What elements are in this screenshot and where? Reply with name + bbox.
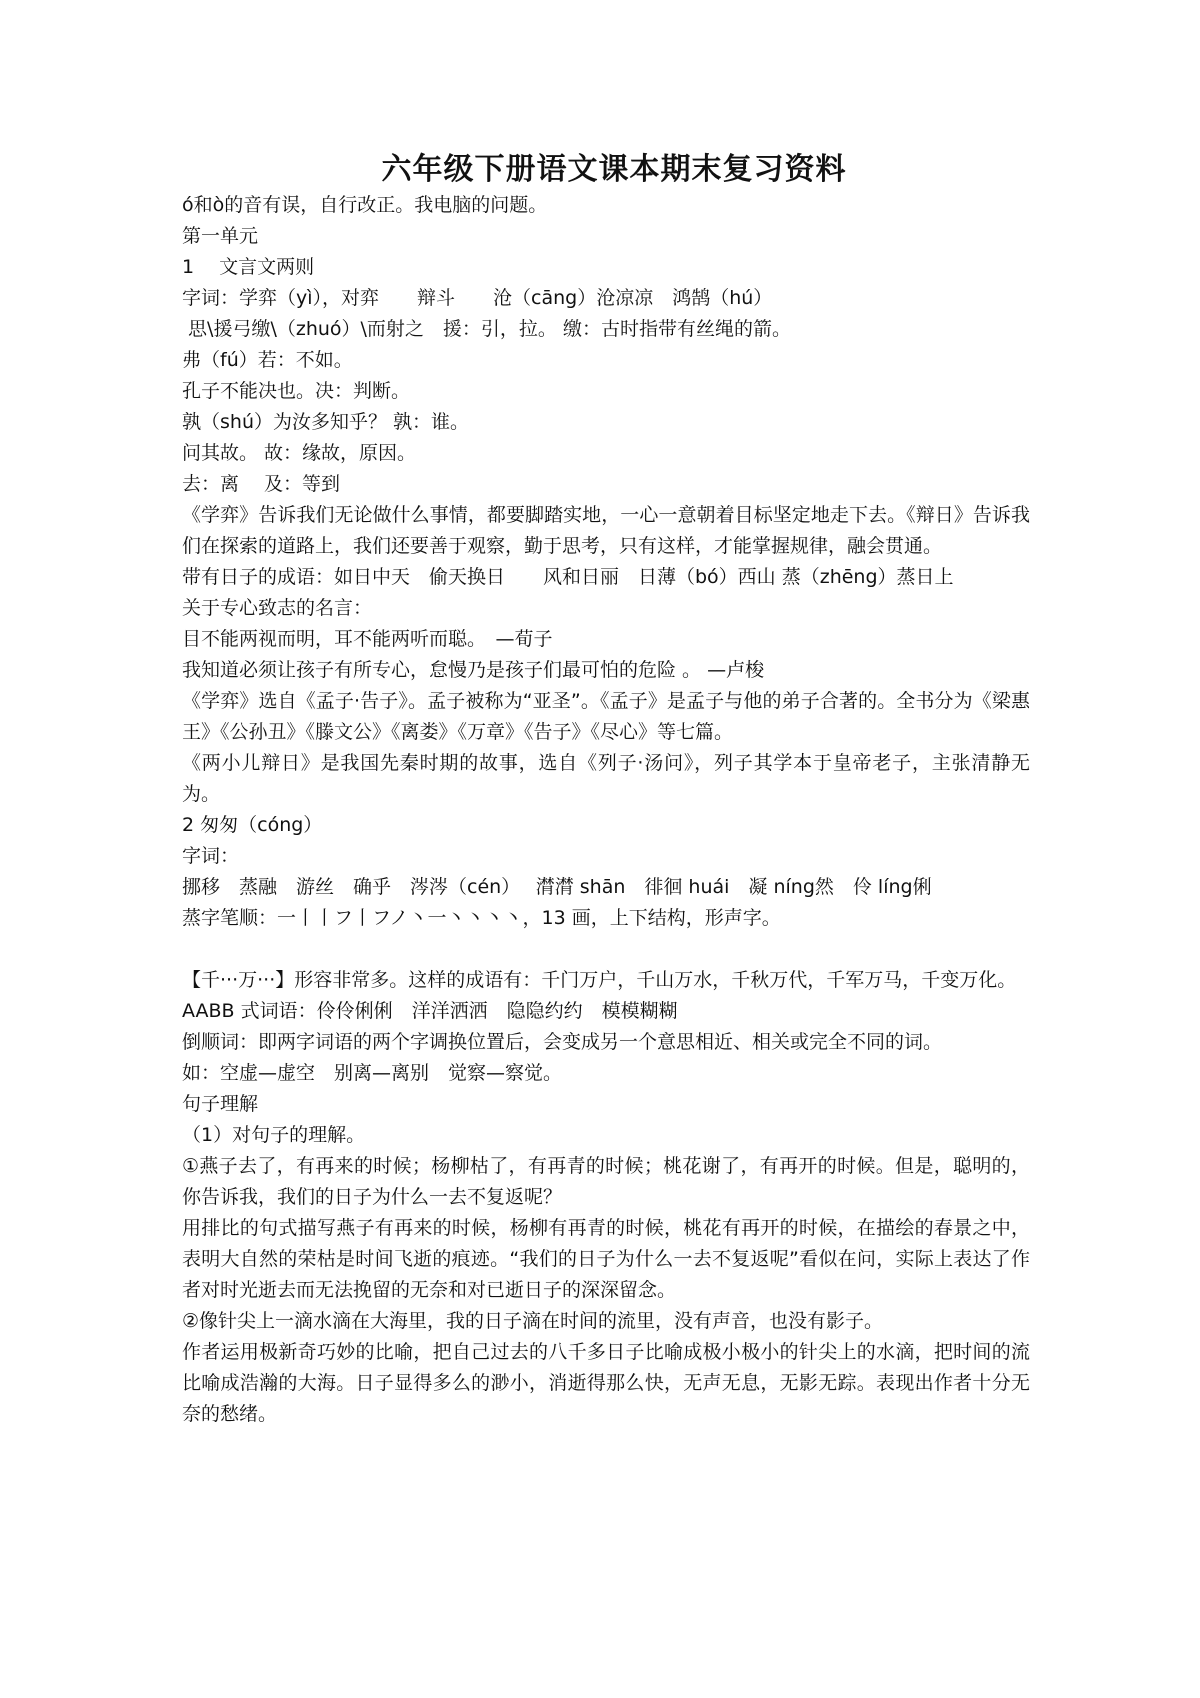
text-line: 孰（shú）为汝多知乎？ 孰：谁。: [182, 411, 470, 433]
text-line: 思\援弓缴\（zhuó）\而射之 援：引，拉。 缴：古时指带有丝绳的箭。: [182, 318, 791, 340]
paragraph: 用排比的句式描写燕子有再来的时候，杨柳有再青的时候，桃花有再开的时候，在描绘的春景之中，表明大自然的荣枯是时间飞逝的痕迹。“我们的日子为什么一去不复返呢”看似在问，实际上表达了作者对时光逝去而无法挽留的无奈和对已逝日子的深深留念。: [182, 1217, 1030, 1301]
paragraph: 【千···万···】形容非常多。这样的成语有：千门万户，千山万水，千秋万代，千军万马，千变万化。: [182, 969, 1017, 991]
text-line: 弗（fú）若：不如。: [182, 349, 353, 371]
text-line: 字词：学弈（yì），对弈 辩斗 沧（cāng）沧凉凉 鸿鹄（hú）: [182, 287, 773, 309]
text-line: 如：空虚—虚空 别离—离别 觉察—察觉。: [182, 1062, 563, 1084]
document-title: 六年级下册语文课本期末复习资料: [381, 152, 847, 187]
text-line: 关于专心致志的名言：: [182, 597, 373, 619]
text-line: （1）对句子的理解。: [182, 1124, 366, 1146]
text-line: 第一单元: [182, 225, 259, 247]
text-line: 我知道必须让孩子有所专心，怠慢乃是孩子们最可怕的危险 。 —卢梭: [182, 659, 765, 681]
blank-line: [182, 934, 1030, 965]
text-line: 孔子不能决也。决：判断。: [182, 380, 411, 402]
paragraph: ①燕子去了，有再来的时候；杨柳枯了，有再青的时候；桃花谢了，有再开的时候。但是，聪明的，你告诉我，我们的日子为什么一去不复返呢？: [182, 1155, 1030, 1208]
text-line: 字词：: [182, 845, 240, 867]
text-line: 挪移 蒸融 游丝 确乎 涔涔（cén） 潸潸 shān 徘徊 huái 凝 níng然 伶 líng俐: [182, 876, 932, 898]
text-line: ②像针尖上一滴水滴在大海里，我的日子滴在时间的流里，没有声音，也没有影子。: [182, 1310, 884, 1332]
text-line: 句子理解: [182, 1093, 259, 1115]
text-line: 问其故。 故：缘故，原因。: [182, 442, 417, 464]
text-line: 去：离 及：等到: [182, 473, 341, 495]
paragraph: 倒顺词：即两字词语的两个字调换位置后，会变成另一个意思相近、相关或完全不同的词。: [182, 1031, 943, 1053]
paragraph: 《学弈》选自《孟子·告子》。孟子被称为“亚圣”。《孟子》是孟子与他的弟子合著的。全书分为《梁惠王》《公孙丑》《滕文公》《离娄》《万章》《告子》《尽心》等七篇。: [182, 690, 1030, 743]
text-line: 2 匆匆（cóng）: [182, 814, 323, 836]
text-line: 带有日子的成语：如日中天 偷天换日 风和日丽 日薄（bó）西山 蒸（zhēng）蒸日上: [182, 566, 954, 588]
text-line: 目不能两视而明，耳不能两听而聪。 —荀子: [182, 628, 553, 650]
document-body: [182, 190, 1030, 1430]
paragraph: 《两小儿辩日》是我国先秦时期的故事，选自《列子·汤问》，列子其学本于皇帝老子，主张清静无为。: [182, 752, 1030, 805]
paragraph: 作者运用极新奇巧妙的比喻，把自己过去的八千多日子比喻成极小极小的针尖上的水滴，把时间的流比喻成浩瀚的大海。日子显得多么的渺小，消逝得那么快，无声无息，无影无踪。表现出作者十分无奈的愁绪。: [182, 1341, 1030, 1425]
text-line: ó和ò的音有误，自行改正。我电脑的问题。: [182, 194, 548, 216]
text-line: AABB 式词语：伶伶俐俐 洋洋洒洒 隐隐约约 模模糊糊: [182, 1000, 678, 1022]
text-line: 1 文言文两则: [182, 256, 315, 278]
text-line: 蒸字笔顺：一丨丨フ丨フノ丶一丶丶丶丶，13 画，上下结构，形声字。: [182, 907, 781, 929]
paragraph: 《学弈》告诉我们无论做什么事情，都要脚踏实地，一心一意朝着目标坚定地走下去。《辩日》告诉我们在探索的道路上，我们还要善于观察，勤于思考，只有这样，才能掌握规律，融会贯通。: [182, 504, 1030, 557]
